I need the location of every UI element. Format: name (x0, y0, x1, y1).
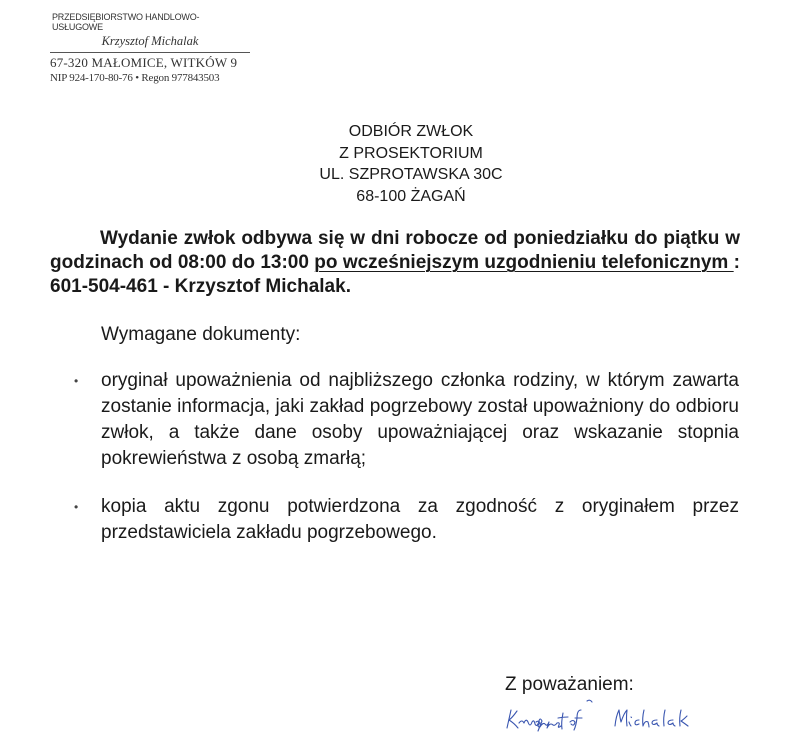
heading-line-1: ODBIÓR ZWŁOK (348, 123, 474, 140)
stamp-address: 67-320 MAŁOMICE, WITKÓW 9 (50, 52, 250, 71)
bullet-icon: • (74, 500, 79, 514)
bullet-icon: • (74, 374, 79, 388)
handwritten-signature (505, 698, 735, 734)
list-item-text: oryginał upoważnienia od najbliższego członka rodziny, w którym zawarta zostanie informacja, jaki zakład pogrzebowy został upoważniony do odbioru zwłok, a także dane osoby upoważniającej oraz wskazanie stopnia pokrewieństwa z osobą zmarłą; (101, 370, 739, 469)
notice-contact-text: : 601-504-461 - Krzysztof Michalak. (50, 252, 740, 297)
stamp-company-type: PRZEDSIĘBIORSTWO HANDLOWO-USŁUGOWE (52, 12, 200, 32)
requirements-title: Wymagane dokumenty: (101, 324, 301, 345)
requirements-list (74, 368, 739, 546)
heading-line-2: Z PROSEKTORIUM (339, 144, 483, 162)
document-heading (0, 121, 802, 207)
notice-main-text: Wydanie zwłok odbywa się w dni robocze od poniedziałku do piątku w godzinach od 08:00 do 13:00 (50, 228, 740, 273)
stamp-owner: Krzysztof Michalak (101, 34, 199, 48)
heading-line-3: UL. SZPROTAWSKA 30C (319, 166, 503, 183)
signature-strokes (507, 700, 688, 731)
company-stamp (50, 12, 250, 84)
pickup-notice (50, 227, 740, 299)
list-item (74, 368, 739, 472)
notice-underlined-text: po wcześniejszym uzgodnieniu telefonicznym (314, 252, 734, 273)
list-item (74, 494, 739, 546)
stamp-ids: NIP 924-170-80-76 • Regon 977843503 (50, 72, 220, 84)
heading-line-4: 68-100 ŻAGAŃ (356, 187, 466, 205)
closing-salutation: Z poważaniem: (505, 674, 634, 695)
list-item-text: kopia aktu zgonu potwierdzona za zgodność z oryginałem przez przedstawiciela zakładu pogrzebowego. (101, 496, 739, 543)
